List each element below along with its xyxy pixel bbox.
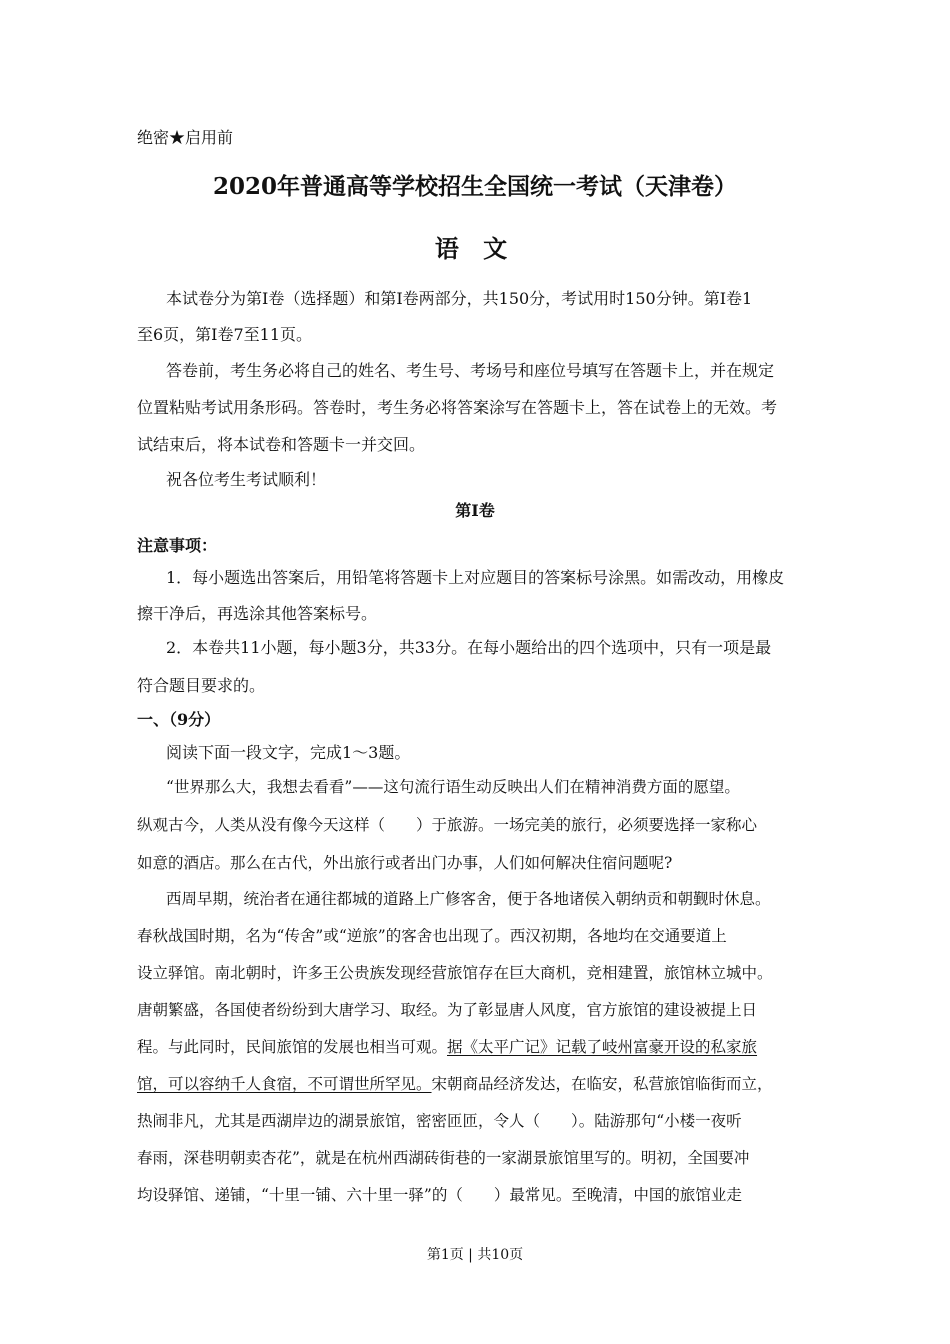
part-1-instruction: 阅读下面一段文字，完成1～3题。 [166, 743, 411, 762]
passage-line-11: 春雨，深巷明朝卖杏花”，就是在杭州西湖砖街巷的一家湖景旅馆里写的。明初，全国要冲 [137, 1149, 750, 1167]
notice-heading: 注意事项： [137, 536, 218, 555]
section-title: 第Ⅰ卷 [455, 501, 495, 520]
passage-line-3: 如意的酒店。那么在古代，外出旅行或者出门办事，人们如何解决住宿问题呢? [137, 854, 673, 872]
passage-line-4: 西周早期，统治者在通往都城的道路上广修客舍，便于各地诸侯入朝纳贡和朝觐时休息。 [166, 890, 771, 908]
passage-line-9 [137, 1074, 773, 1094]
passage-line-8 [137, 1037, 757, 1057]
passage-line-8-plain: 程。与此同时，民间旅馆的发展也相当可观。 [137, 1038, 448, 1056]
exam-title: 2020年普通高等学校招生全国统一考试（天津卷） [212, 173, 737, 200]
secret-label: 绝密★启用前 [137, 128, 234, 147]
intro-paragraph-2-line-1: 答卷前，考生务必将自己的姓名、考生号、考场号和座位号填写在答题卡上，并在规定 [166, 361, 775, 380]
passage-line-7: 唐朝繁盛，各国使者纷纷到大唐学习、取经。为了彰显唐人风度，官方旅馆的建设被提上日 [137, 1001, 758, 1019]
underlined-sentence-part-1: 据《太平广记》记载了岐州富豪开设的私家旅 [447, 1038, 758, 1056]
subject-title: 语 文 [434, 234, 516, 263]
notice-item-1-line-2: 擦干净后，再选涂其他答案标号。 [137, 604, 378, 623]
passage-line-12: 均设驿馆、递铺，“十里一铺、六十里一驿”的（ ）最常见。至晚清，中国的旅馆业走 [137, 1186, 742, 1204]
notice-item-2-line-1: 2．本卷共11小题，每小题3分，共33分。在每小题给出的四个选项中，只有一项是最 [166, 638, 772, 657]
passage-line-1: “世界那么大，我想去看看”——这句流行语生动反映出人们在精神消费方面的愿望。 [166, 778, 740, 796]
underlined-sentence-part-2: 馆，可以容纳千人食宿，不可谓世所罕见。 [137, 1075, 432, 1093]
notice-item-2-line-2: 符合题目要求的。 [137, 676, 266, 695]
notice-item-1-line-1: 1．每小题选出答案后，用铅笔将答题卡上对应题目的答案标号涂黑。如需改动，用橡皮 [166, 568, 785, 587]
intro-paragraph-2-line-3: 试结束后，将本试卷和答题卡一并交回。 [137, 435, 426, 454]
part-1-heading: 一、（9分） [137, 710, 221, 729]
intro-paragraph-1-line-2: 至6页，第Ⅰ卷7至11页。 [137, 325, 313, 344]
passage-line-9-plain: 宋朝商品经济发达，在临安，私营旅馆临街而立， [431, 1075, 773, 1093]
intro-paragraph-2-line-2: 位置粘贴考试用条形码。答卷时，考生务必将答案涂写在答题卡上，答在试卷上的无效。考 [137, 398, 778, 417]
intro-paragraph-3: 祝各位考生考试顺利！ [166, 470, 327, 489]
passage-line-6: 设立驿馆。南北朝时，许多王公贵族发现经营旅馆存在巨大商机，竞相建置，旅馆林立城中。 [137, 964, 773, 982]
passage-line-10: 热闹非凡，尤其是西湖岸边的湖景旅馆，密密匝匝，令人（ ）。陆游那句“小楼一夜听 [137, 1112, 742, 1130]
passage-line-5: 春秋战国时期，名为“传舍”或“逆旅”的客舍也出现了。西汉初期，各地均在交通要道上 [137, 927, 727, 945]
page-footer: 第1页 | 共10页 [426, 1247, 524, 1263]
intro-paragraph-1-line-1: 本试卷分为第Ⅰ卷（选择题）和第Ⅰ卷两部分，共150分，考试用时150分钟。第Ⅰ卷1 [166, 289, 753, 308]
passage-line-2: 纵观古今，人类从没有像今天这样（ ）于旅游。一场完美的旅行，必须要选择一家称心 [137, 816, 758, 834]
